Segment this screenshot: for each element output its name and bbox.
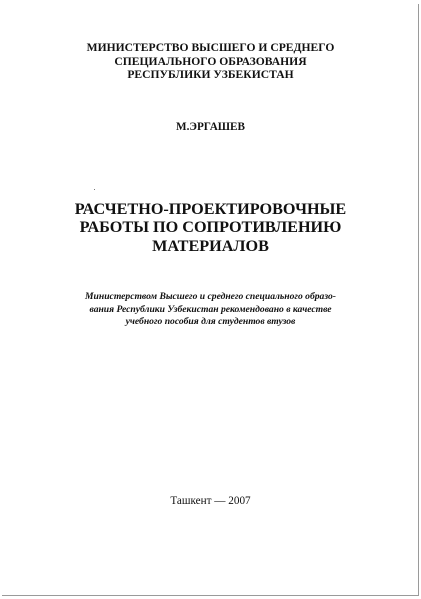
approval-note: [0, 291, 421, 329]
title-line: РАСЧЕТНО-ПРОЕКТИРОВОЧНЫЕ: [74, 200, 347, 218]
approval-line: Министерством Высшего и среднего специального образо-: [85, 291, 336, 302]
ministry-line: СПЕЦИАЛЬНОГО ОБРАЗОВАНИЯ: [114, 54, 307, 68]
page-edge-shadow-bottom: [2, 595, 419, 596]
approval-line: учебного пособия для студентов втузов: [125, 316, 296, 328]
ministry-header: [0, 41, 421, 82]
book-title: [0, 200, 421, 255]
ministry-line: МИНИСТЕРСТВО ВЫСШЕГО И СРЕДНЕГО: [86, 41, 335, 54]
title-line: МАТЕРИАЛОВ: [152, 236, 269, 255]
ministry-line: РЕСПУБЛИКИ УЗБЕКИСТАН: [127, 68, 294, 81]
imprint-place-year: Ташкент — 2007: [170, 495, 251, 507]
author-name: М.ЭРГАШЕВ: [176, 121, 245, 133]
title-line: РАБОТЫ ПО СОПРОТИВЛЕНИЮ: [79, 218, 342, 237]
scan-speck: [94, 189, 95, 190]
approval-line: вания Республики Узбекистан рекомендовано в качестве: [89, 303, 332, 315]
